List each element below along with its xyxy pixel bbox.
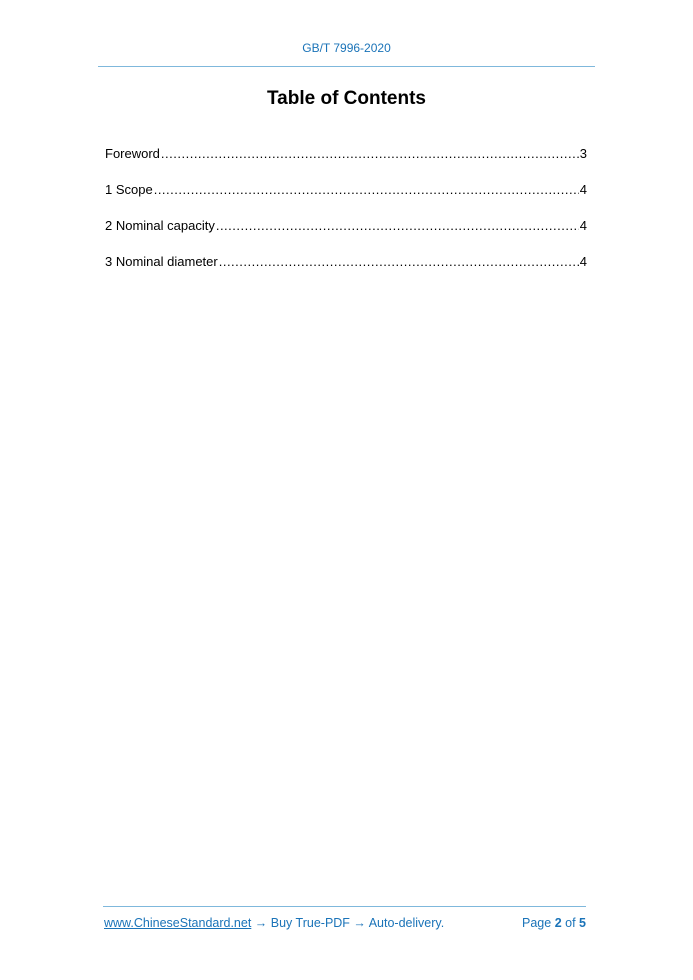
- page-footer: [104, 916, 586, 930]
- toc-dot-leader: [161, 146, 579, 161]
- page-of: of: [565, 916, 576, 930]
- toc-dot-leader: [216, 218, 579, 233]
- page-word: Page: [522, 916, 552, 930]
- toc-entry-label: 2 Nominal capacity: [105, 218, 215, 233]
- toc-entry-label: 3 Nominal diameter: [105, 254, 218, 269]
- header-divider: [98, 66, 595, 67]
- page-title: Table of Contents: [266, 88, 427, 109]
- promo-text: → Buy True-PDF → Auto-delivery.: [251, 916, 445, 930]
- toc-dot-leader: [154, 182, 579, 197]
- toc-entry-page: 4: [579, 182, 587, 197]
- toc-entry-nominal-capacity[interactable]: [105, 218, 587, 236]
- toc-entry-foreword[interactable]: [105, 146, 587, 164]
- toc-entry-scope[interactable]: [105, 182, 587, 200]
- footer-promo: [104, 916, 444, 930]
- page-total: 5: [579, 916, 586, 930]
- footer-divider: [103, 906, 586, 907]
- toc-entry-nominal-diameter[interactable]: [105, 254, 587, 272]
- toc-entry-label: Foreword: [105, 146, 160, 161]
- toc-entry-page: 4: [579, 218, 587, 233]
- site-link[interactable]: www.ChineseStandard.net: [104, 916, 252, 930]
- toc-list: [105, 146, 587, 290]
- page-current: 2: [554, 916, 562, 930]
- toc-dot-leader: [219, 254, 579, 269]
- toc-entry-label: 1 Scope: [105, 182, 153, 197]
- toc-entry-page: 4: [579, 254, 587, 269]
- running-header: GB/T 7996-2020: [302, 41, 391, 55]
- toc-entry-page: 3: [579, 146, 587, 161]
- page-indicator: [522, 916, 586, 930]
